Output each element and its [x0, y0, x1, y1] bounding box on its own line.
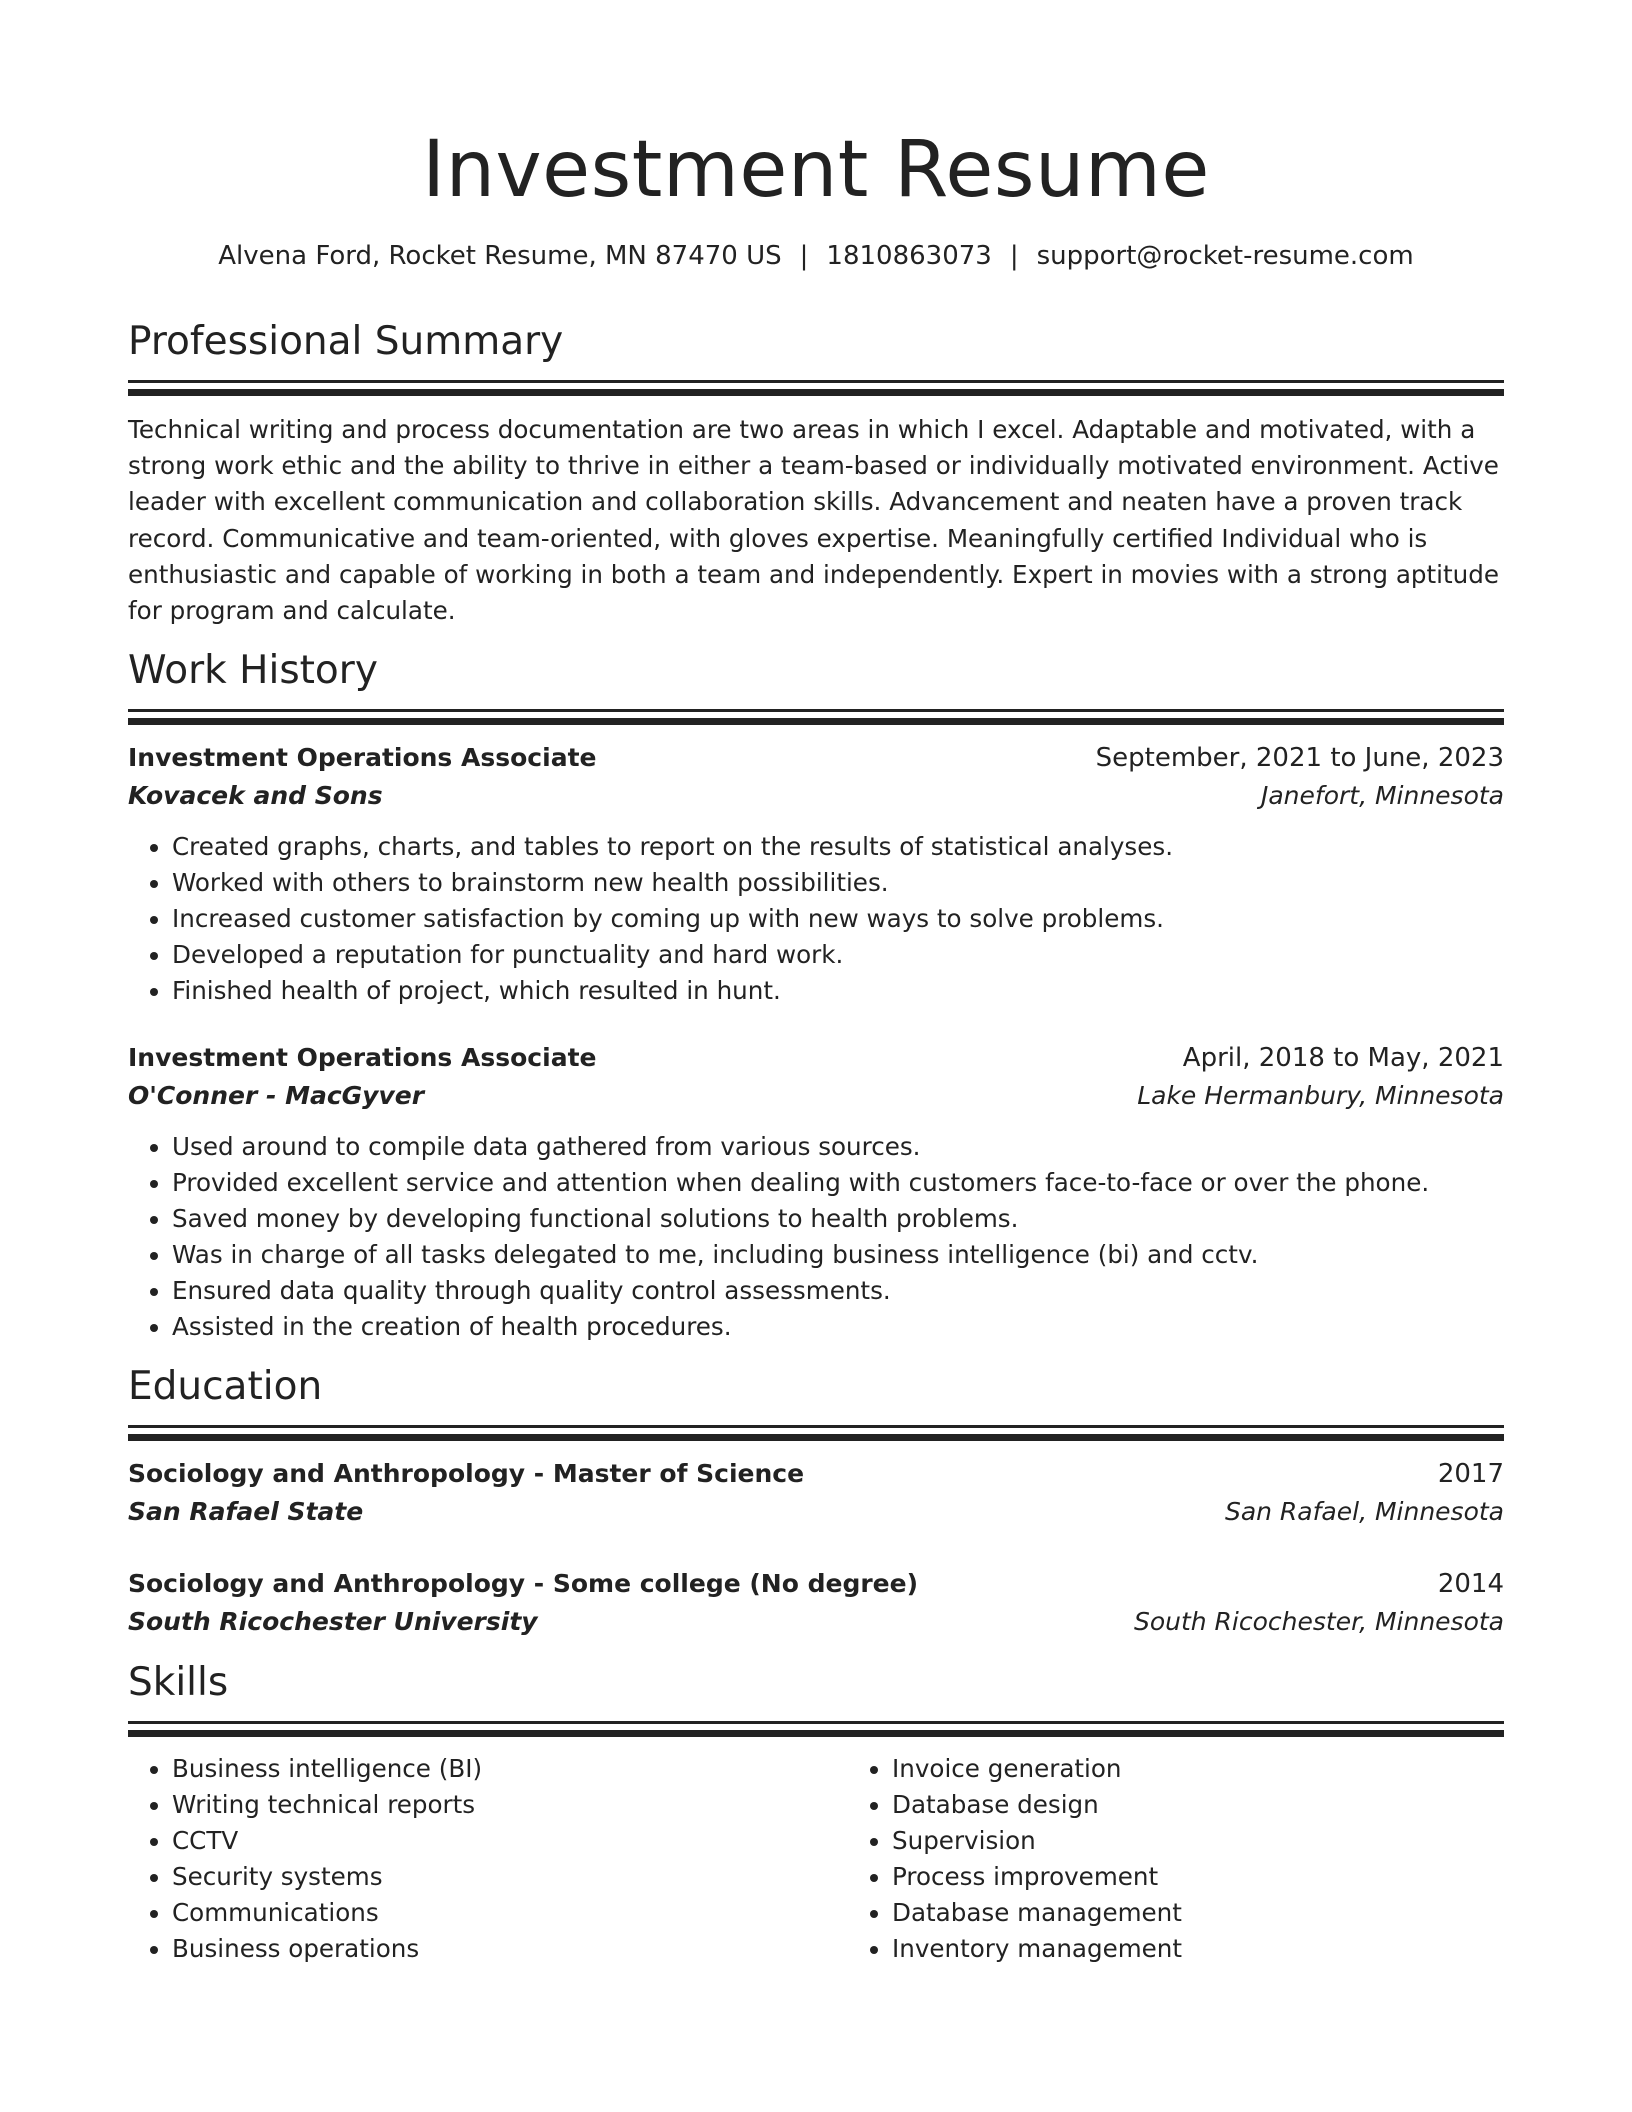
section-heading-skills: Skills [128, 1660, 229, 1706]
skills-section [128, 1657, 1504, 1967]
skill-item: • Business operations [172, 1931, 848, 1967]
skill-item: • Database management [892, 1895, 1568, 1931]
skills-list-right [848, 1751, 1568, 1967]
section-divider [128, 718, 1504, 725]
education-year: 2017 [1437, 1459, 1504, 1490]
skill-item: • Business intelligence (BI) [172, 1751, 848, 1787]
job-title: Investment Operations Associate [128, 743, 597, 773]
job-entry [128, 1039, 1504, 1345]
job-company: Kovacek and Sons [128, 781, 383, 811]
contact-separator: | [1009, 241, 1019, 271]
contact-email[interactable]: support@rocket-resume.com [1036, 241, 1414, 271]
summary-section [128, 316, 1504, 629]
list-item: • Created graphs, charts, and tables to report on the results of statistical analyses. [172, 829, 1504, 865]
list-item: • Assisted in the creation of health procedures. [172, 1309, 1504, 1345]
section-divider [128, 709, 1504, 712]
list-item: • Provided excellent service and attention when dealing with customers face-to-face or over the phone. [172, 1165, 1504, 1201]
education-degree: Sociology and Anthropology - Master of Science [128, 1459, 805, 1489]
education-degree: Sociology and Anthropology - Some college (No degree) [128, 1569, 919, 1599]
section-divider [128, 1721, 1504, 1724]
skill-item: • Security systems [172, 1859, 848, 1895]
skill-item: • Writing technical reports [172, 1787, 848, 1823]
skills-list-left [128, 1751, 848, 1967]
skill-item: • Database design [892, 1787, 1568, 1823]
contact-address: Alvena Ford, Rocket Resume, MN 87470 US [218, 241, 782, 271]
job-location: Janefort, Minnesota [1260, 781, 1504, 811]
section-divider [128, 1425, 1504, 1428]
list-item: • Used around to compile data gathered from various sources. [172, 1129, 1504, 1165]
education-location: South Ricochester, Minnesota [1133, 1607, 1504, 1637]
job-company: O'Conner - MacGyver [128, 1081, 425, 1111]
resume-title: Investment Resume [422, 125, 1210, 215]
education-location: San Rafael, Minnesota [1224, 1497, 1504, 1527]
skill-item: • CCTV [172, 1823, 848, 1859]
education-entry [128, 1565, 1504, 1641]
section-heading-work: Work History [128, 648, 378, 694]
summary-text: Technical writing and process documentation are two areas in which I excel. Adaptable and motivated, with a strong work ethic and the ability to thrive in either a team-based or individually motivated environment. Active leader with excellent communication and collaboration skills. Advancement and neaten have a proven track record. Communicative and team-oriented, with gloves expertise. Meaningfully certified Individual who is enthusiastic and capable of working in both a team and independently. Expert in movies with a strong aptitude for program and calculate. [128, 415, 1499, 626]
section-divider [128, 1434, 1504, 1441]
section-divider [128, 389, 1504, 396]
skill-item: • Process improvement [892, 1859, 1568, 1895]
education-school: San Rafael State [128, 1497, 364, 1527]
section-heading-summary: Professional Summary [128, 319, 564, 364]
section-divider [128, 1730, 1504, 1737]
job-dates: April, 2018 to May, 2021 [1182, 1043, 1504, 1074]
list-item: • Increased customer satisfaction by coming up with new ways to solve problems. [172, 901, 1504, 937]
list-item: • Worked with others to brainstorm new health possibilities. [172, 865, 1504, 901]
work-history-section [128, 645, 1504, 1345]
skill-item: • Invoice generation [892, 1751, 1568, 1787]
list-item: • Developed a reputation for punctuality and hard work. [172, 937, 1504, 973]
contact-separator: | [799, 241, 809, 271]
contact-phone: 1810863073 [826, 241, 992, 271]
skill-item: • Inventory management [892, 1931, 1568, 1967]
section-heading-education: Education [128, 1364, 323, 1410]
job-title: Investment Operations Associate [128, 1043, 597, 1073]
job-dates: September, 2021 to June, 2023 [1095, 743, 1504, 774]
job-location: Lake Hermanbury, Minnesota [1137, 1081, 1504, 1111]
skills-columns [128, 1737, 1504, 1967]
job-bullets [128, 1129, 1504, 1345]
skill-item: • Communications [172, 1895, 848, 1931]
contact-line [128, 238, 1504, 274]
section-divider [128, 380, 1504, 383]
list-item: • Was in charge of all tasks delegated to me, including business intelligence (bi) and cctv. [172, 1237, 1504, 1273]
job-entry [128, 739, 1504, 1009]
list-item: • Ensured data quality through quality control assessments. [172, 1273, 1504, 1309]
education-section [128, 1361, 1504, 1641]
education-school: South Ricochester University [128, 1607, 538, 1637]
job-bullets [128, 829, 1504, 1009]
list-item: • Finished health of project, which resulted in hunt. [172, 973, 1504, 1009]
education-year: 2014 [1437, 1569, 1504, 1600]
list-item: • Saved money by developing functional solutions to health problems. [172, 1201, 1504, 1237]
skill-item: • Supervision [892, 1823, 1568, 1859]
education-entry [128, 1455, 1504, 1531]
